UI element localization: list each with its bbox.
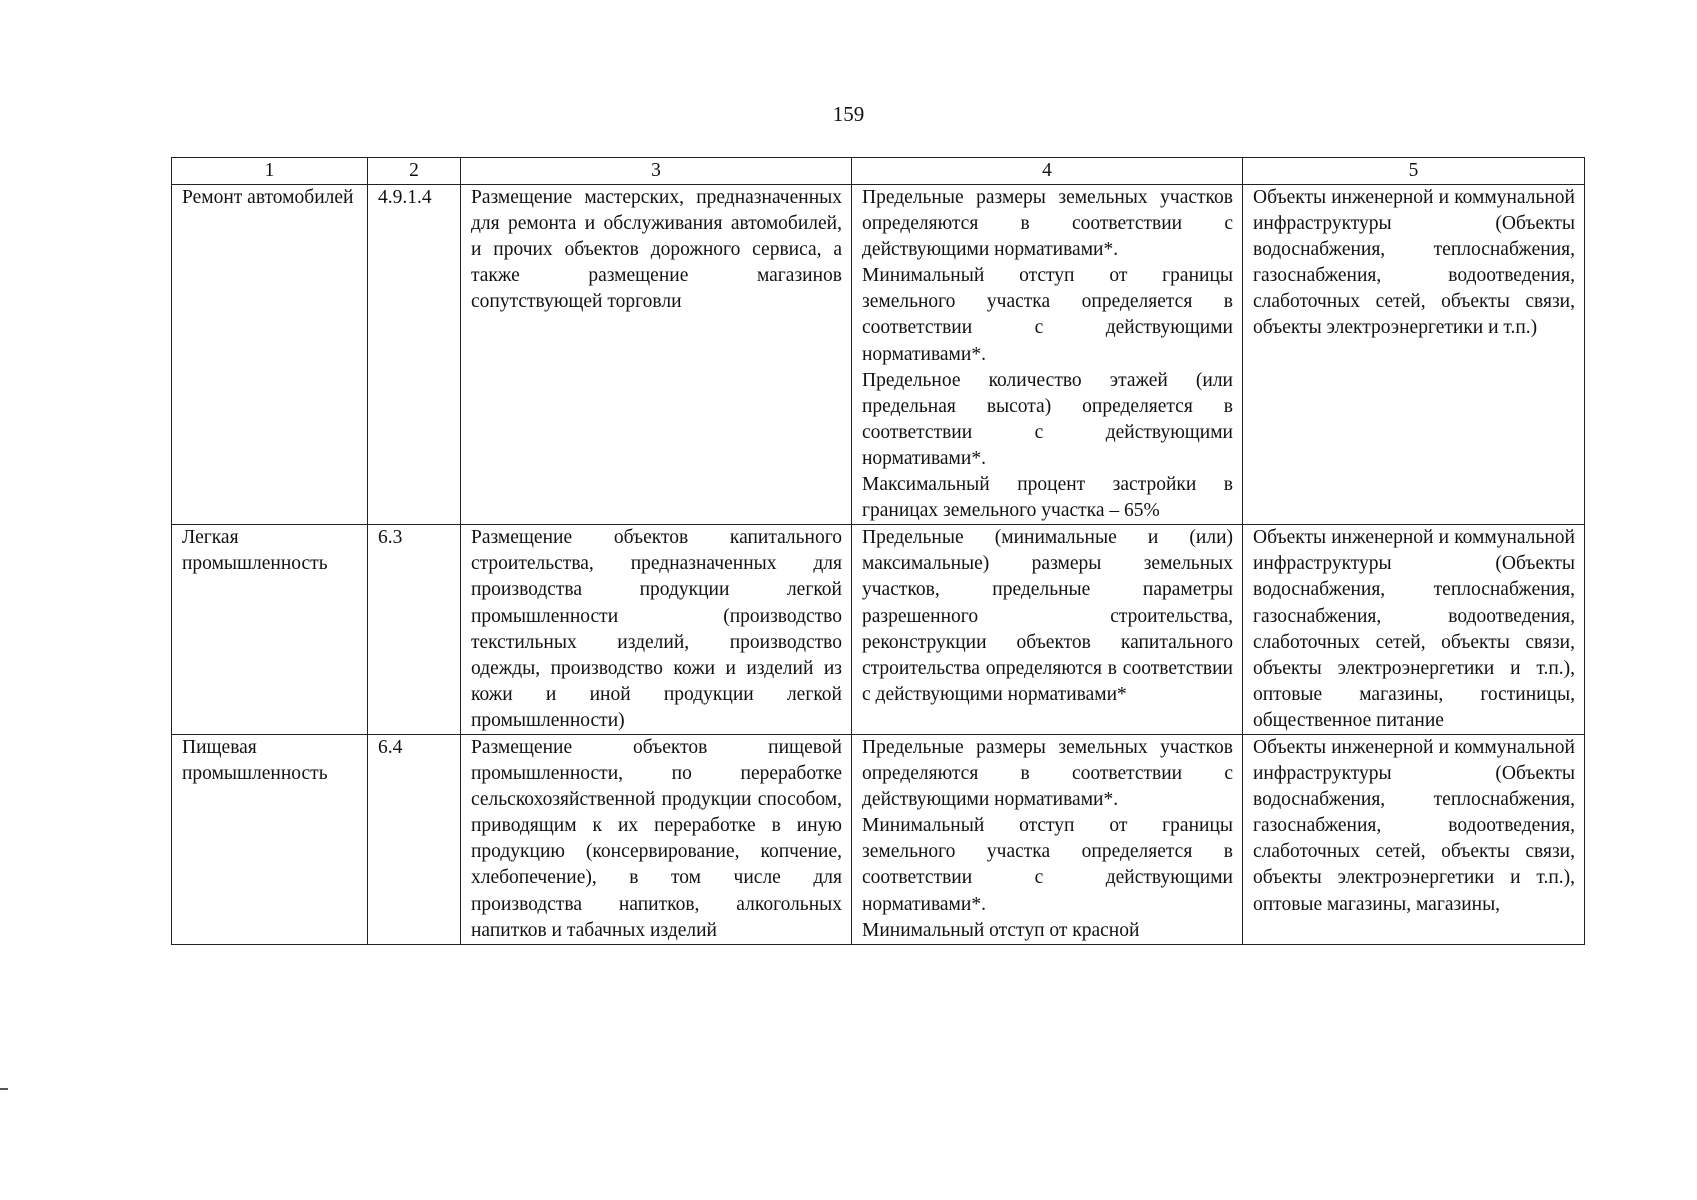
use-description-text: Размещение мастерских, предназначенных для ремонта и обслуживания автомобилей, и прочих объектов дорожного сервиса, а также размещение магазинов сопутствующей торговли — [471, 187, 842, 313]
auxiliary-objects-text: Объекты инженерной и коммунальной инфраструктуры (Объекты водоснабжения, теплоснабжения, газоснабжения, водоотведения, слаботочных сетей, объекты связи, объекты электроэнергетики и т.п.) — [1253, 187, 1575, 339]
parameter-item: Максимальный процент застройки в границах земельного участка – 65% — [862, 474, 1233, 522]
table-row — [172, 525, 1585, 735]
parameter-item: Минимальный отступ от границы земельного участка определяется в соответствии с действующими нормативами*. — [862, 815, 1233, 915]
parameters-cell — [852, 734, 1243, 944]
parameter-item: Предельные (минимальные и (или) максимальные) размеры земельных участков, предельные параметры разрешенного строительства, реконструкции объектов капитального строительства определяются в соответствии с действующими нормативами* — [862, 527, 1233, 705]
auxiliary-objects-cell — [1243, 185, 1585, 525]
table-row — [172, 734, 1585, 944]
use-code-cell: 6.3 — [368, 525, 461, 735]
auxiliary-objects-cell — [1243, 734, 1585, 944]
use-description-text: Размещение объектов капитального строительства, предназначенных для производства продукции легкой промышленности (производство текстильных изделий, производство одежды, производство кожи и изделий из кожи и иной продукции легкой промышленности) — [471, 527, 842, 731]
scan-margin-mark — [0, 1088, 8, 1090]
use-name-cell: Легкая промышленность — [172, 525, 368, 735]
parameter-item: Минимальный отступ от красной — [862, 919, 1140, 941]
land-use-table — [171, 157, 1585, 945]
column-header-4: 4 — [852, 158, 1243, 185]
auxiliary-objects-text: Объекты инженерной и коммунальной инфраструктуры (Объекты водоснабжения, теплоснабжения, газоснабжения, водоотведения, слаботочных сетей, объекты связи, объекты электроэнергетики и т.п.), оптовые магазины, магазины, — [1253, 736, 1575, 915]
use-code-cell: 4.9.1.4 — [368, 185, 461, 525]
parameter-item: Предельное количество этажей (или предельная высота) определяется в соответствии с действующими нормативами*. — [862, 369, 1233, 469]
auxiliary-objects-cell — [1243, 525, 1585, 735]
column-header-1: 1 — [172, 158, 368, 185]
use-description-text: Размещение объектов пищевой промышленности, по переработке сельскохозяйственной продукции способом, приводящим к их переработке в иную продукцию (консервирование, копчение, хлебопечение), в том числе для производства напитков, алкогольных напитков и табачных изделий — [471, 736, 842, 941]
use-name-cell: Ремонт автомобилей — [172, 185, 368, 525]
parameter-item: Предельные размеры земельных участков определяются в соответствии с действующими нормативами*. — [862, 736, 1233, 811]
table-header-row — [172, 158, 1585, 185]
column-header-3: 3 — [461, 158, 852, 185]
page-number: 159 — [832, 102, 865, 126]
parameter-item: Предельные размеры земельных участков определяются в соответствии с действующими нормативами*. — [862, 187, 1233, 261]
column-header-2: 2 — [368, 158, 461, 185]
parameters-cell — [852, 185, 1243, 525]
use-name-cell: Пищевая промышленность — [172, 734, 368, 944]
table-row — [172, 185, 1585, 525]
auxiliary-objects-text: Объекты инженерной и коммунальной инфраструктуры (Объекты водоснабжения, теплоснабжения, газоснабжения, водоотведения, слаботочных сетей, объекты связи, объекты электроэнергетики и т.п.), оптовые магазины, гостиницы, общественное питание — [1253, 527, 1575, 731]
column-header-5: 5 — [1243, 158, 1585, 185]
use-description-cell — [461, 525, 852, 735]
use-code-cell: 6.4 — [368, 734, 461, 944]
parameters-cell — [852, 525, 1243, 735]
parameter-item: Минимальный отступ от границы земельного участка определяется в соответствии с действующими нормативами*. — [862, 265, 1233, 365]
use-description-cell — [461, 185, 852, 525]
use-description-cell — [461, 734, 852, 944]
